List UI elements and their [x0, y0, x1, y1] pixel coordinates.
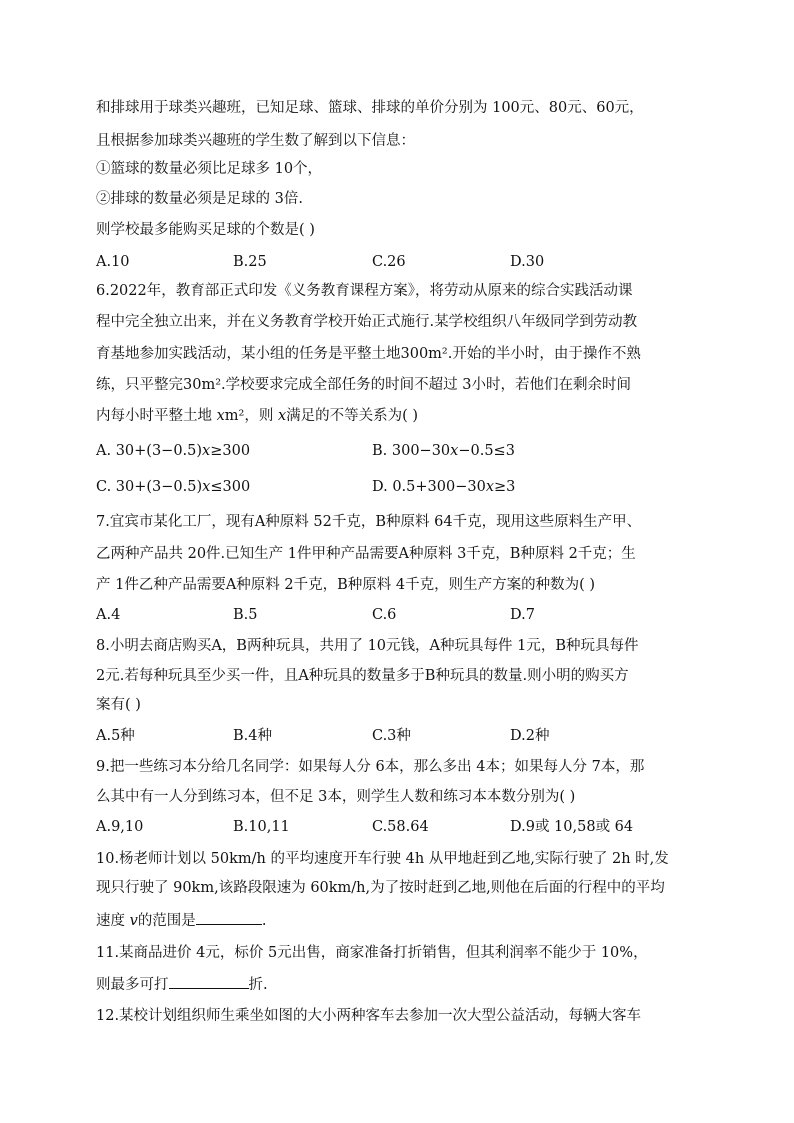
q12-line-1: 12.某校计划组织师生乘坐如图的大小两种客车去参加一次大型公益活动，每辆大客车 — [96, 1008, 642, 1024]
q8-line-2: 2元.若每种玩具至少买一件，且A种玩具的数量多于B种玩具的数量.则小明的购买方 — [96, 668, 629, 684]
q10-line-3-text-d: . — [261, 913, 267, 929]
q7-option-c[interactable]: C.6 — [372, 607, 397, 623]
q11-answer-blank[interactable] — [169, 974, 249, 989]
q11-line-2 — [96, 974, 268, 995]
q6-line-5 — [96, 406, 418, 426]
q8-option-a[interactable]: A.5种 — [96, 728, 135, 744]
q6-option-c[interactable] — [96, 477, 250, 497]
q10-line-3 — [96, 910, 266, 931]
q6-option-b-text: B. 300−30 — [372, 443, 451, 459]
q6-option-c-tail: ≤300 — [210, 479, 251, 495]
q6-line-4: 练，只平整完30m².学校要求完成全部任务的时间不超过 3小时，若他们在剩余时间 — [96, 377, 631, 393]
q10-line-3-text-c: 的范围是 — [137, 913, 196, 929]
q6-option-a-tail: ≥300 — [210, 443, 251, 459]
q8-option-c[interactable]: C.3种 — [372, 728, 411, 744]
q6-line-5-text-a: 内每小时平整土地 — [96, 408, 217, 424]
q9-options — [96, 817, 706, 837]
q8-line-3: 案有( ) — [96, 697, 141, 713]
q6-options-row-2 — [96, 477, 706, 497]
q11-line-1: 11.某商品进价 4元，标价 5元出售，商家准备打折销售，但其利润率不能少于 10%， — [96, 945, 648, 961]
q6-line-2: 程中完全独立出来，并在义务教育学校开始正式施行.某学校组织八年级同学到劳动教 — [96, 314, 638, 330]
q5-line-5: 则学校最多能购买足球的个数是( ) — [96, 222, 315, 238]
q5-options — [96, 252, 706, 272]
q6-option-c-var: x — [202, 479, 211, 495]
q8-option-b[interactable]: B.4种 — [233, 728, 272, 744]
q5-option-c[interactable]: C.26 — [372, 254, 406, 270]
q6-line-5-text-c: m²，则 — [224, 408, 278, 424]
q9-line-1: 9.把一些练习本分给几名同学：如果每人分 6本，那么多出 4本；如果每人分 7本，那 — [96, 759, 645, 775]
q9-option-d[interactable]: D.9或 10,58或 64 — [510, 819, 634, 835]
q10-var-v: v — [129, 913, 138, 929]
q9-option-a[interactable]: A.9,10 — [96, 819, 144, 835]
q6-var-x-2: x — [277, 408, 287, 424]
q10-line-3-text-a: 速度 — [96, 913, 130, 929]
q6-option-d-text: D. 0.5+300−30 — [372, 479, 486, 495]
q6-option-d-var: x — [485, 479, 494, 495]
q7-line-2: 乙两种产品共 20件.已知生产 1件甲种产品需要A种原料 3千克，B种原料 2千克；生 — [96, 546, 636, 562]
q6-options-row-1 — [96, 441, 706, 461]
q7-option-b[interactable]: B.5 — [233, 607, 258, 623]
q9-option-c[interactable]: C.58.64 — [372, 819, 429, 835]
q5-line-1: 和排球用于球类兴趣班，已知足球、篮球、排球的单价分别为 100元、80元、60元， — [96, 100, 644, 116]
q6-option-b-var: x — [450, 443, 459, 459]
q7-option-d[interactable]: D.7 — [510, 607, 535, 623]
q6-line-3: 育基地参加实践活动，某小组的任务是平整土地300m².开始的半小时，由于操作不熟 — [96, 346, 641, 362]
q8-options — [96, 726, 706, 746]
q10-line-1: 10.杨老师计划以 50km/h 的平均速度开车行驶 4h 从甲地赶到乙地,实际行驶了 2h 时,发 — [96, 851, 669, 867]
q11-line-2-text-a: 则最多可打 — [96, 977, 169, 993]
q6-option-a[interactable] — [96, 441, 250, 461]
q5-option-b[interactable]: B.25 — [233, 254, 267, 270]
q7-options — [96, 605, 706, 625]
q6-option-d-tail: ≥3 — [494, 479, 516, 495]
q8-line-1: 8.小明去商店购买A，B两种玩具，共用了 10元钱，A种玩具每件 1元，B种玩具每件 — [96, 638, 639, 654]
q5-option-d[interactable]: D.30 — [510, 254, 545, 270]
q6-option-a-var: x — [202, 443, 211, 459]
q6-option-c-text: C. 30+(3−0.5) — [96, 479, 203, 495]
q5-line-3: ①篮球的数量必须比足球多 10个， — [96, 161, 323, 177]
q6-option-a-text: A. 30+(3−0.5) — [96, 443, 203, 459]
q7-option-a[interactable]: A.4 — [96, 607, 121, 623]
q10-answer-blank[interactable] — [196, 910, 262, 925]
q5-option-a[interactable]: A.10 — [96, 254, 130, 270]
q6-option-b-tail: −0.5≤3 — [458, 443, 515, 459]
q9-option-b[interactable]: B.10,11 — [233, 819, 290, 835]
q6-line-5-text-e: 满足的不等关系为( ) — [286, 408, 419, 424]
q11-line-2-text-b: 折. — [248, 977, 268, 993]
q6-line-1: 6.2022年，教育部正式印发《义务教育课程方案》，将劳动从原来的综合实践活动课 — [96, 283, 633, 299]
q5-line-4: ②排球的数量必须是足球的 3倍. — [96, 191, 303, 207]
q7-line-3: 产 1件乙种产品需要A种原料 2千克，B种原料 4千克，则生产方案的种数为( ) — [96, 577, 596, 593]
q7-line-1: 7.宜宾市某化工厂，现有A种原料 52千克，B种原料 64千克，现用这些原料生产甲、 — [96, 514, 642, 530]
q8-option-d[interactable]: D.2种 — [510, 728, 550, 744]
q6-var-x: x — [216, 408, 225, 424]
q5-line-2: 且根据参加球类兴趣班的学生数了解到以下信息： — [96, 133, 415, 149]
q9-line-2: 么其中有一人分到练习本，但不足 3本，则学生人数和练习本本数分别为( ) — [96, 789, 576, 805]
q6-option-b[interactable] — [372, 441, 515, 461]
q6-option-d[interactable] — [372, 477, 515, 497]
q10-line-2: 现只行驶了 90km,该路段限速为 60km/h,为了按时赶到乙地,则他在后面的行程中的平均 — [96, 880, 665, 896]
